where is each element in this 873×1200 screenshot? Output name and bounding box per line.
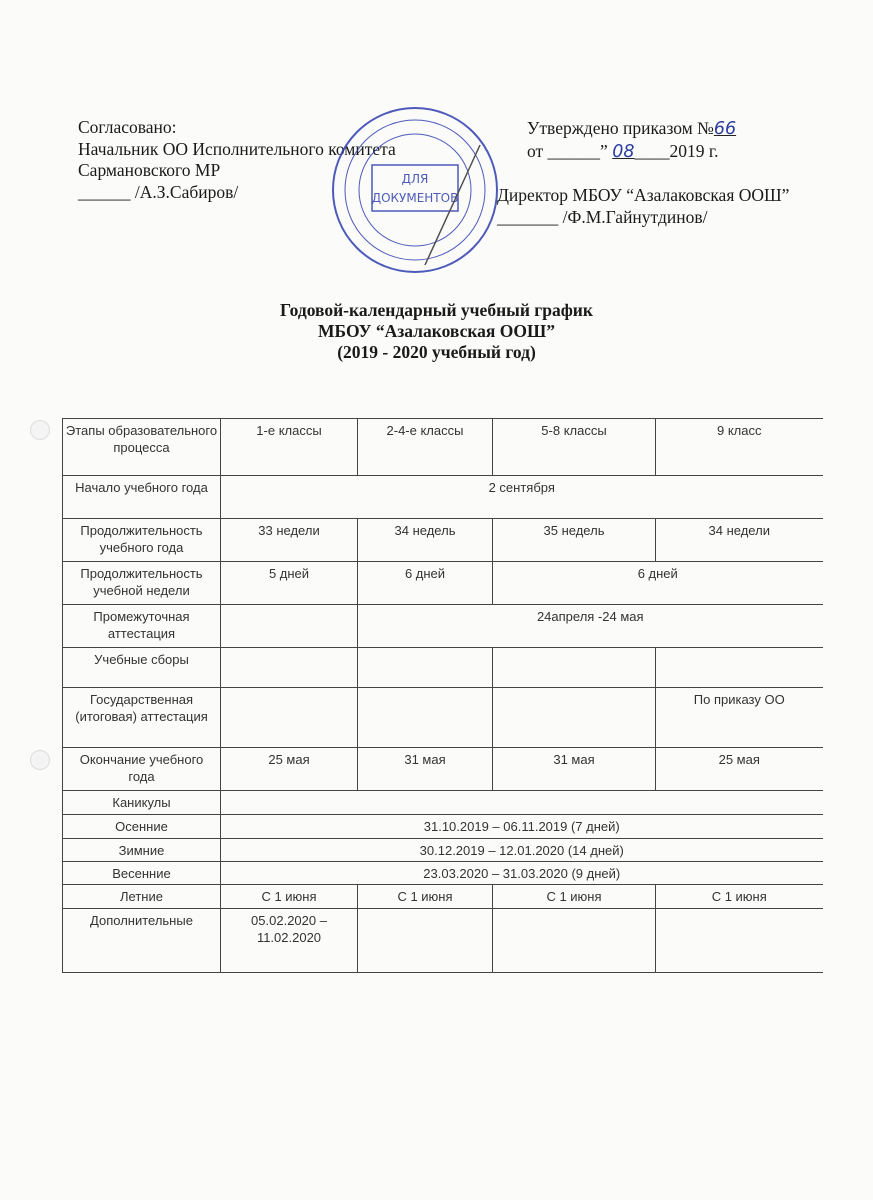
cell <box>221 648 358 688</box>
header-cell: 5-8 классы <box>493 419 656 476</box>
schedule-table <box>62 418 823 973</box>
row-label: Продолжительность учебной недели <box>63 562 221 605</box>
cell: 5 дней <box>221 562 358 605</box>
cell: С 1 июня <box>221 885 358 909</box>
title-line-3: (2019 - 2020 учебный год) <box>337 342 536 362</box>
row-label: Промежуточная аттестация <box>63 605 221 648</box>
title-line-1: Годовой-календарный учебный график <box>280 300 593 320</box>
order-number: 66 <box>713 119 737 139</box>
row-label: Дополнительные <box>63 909 221 973</box>
quote-mark: ” <box>600 140 608 161</box>
cell <box>358 909 493 973</box>
table-row <box>63 909 823 973</box>
day-blank: ______ <box>547 140 601 161</box>
cell: 05.02.2020 – 11.02.2020 <box>221 909 358 973</box>
page-title <box>0 300 873 363</box>
cell <box>493 688 656 748</box>
cell: 31 мая <box>358 748 493 791</box>
table-row <box>63 748 823 791</box>
order-year: 2019 г. <box>669 140 719 161</box>
cell: 33 недели <box>221 519 358 562</box>
cell: С 1 июня <box>656 885 823 909</box>
cell: 23.03.2020 – 31.03.2020 (9 дней) <box>221 862 823 885</box>
cell <box>493 909 656 973</box>
table-row <box>63 605 823 648</box>
cell: 31 мая <box>493 748 656 791</box>
row-label: Окончание учебного года <box>63 748 221 791</box>
cell <box>358 688 493 748</box>
director-signature: _______ /Ф.М.Гайнутдинов/ <box>497 206 708 227</box>
cell <box>656 648 823 688</box>
approval-region: Сармановского МР <box>78 160 221 180</box>
row-label: Зимние <box>63 839 221 862</box>
table-row <box>63 519 823 562</box>
stamp-text-2: ДОКУМЕНТОВ <box>371 191 459 205</box>
header-cell: 9 класс <box>656 419 823 476</box>
cell: 25 мая <box>656 748 823 791</box>
table-header-row <box>63 419 823 476</box>
from-label: от <box>527 140 544 161</box>
header-cell: Этапы образовательного процесса <box>63 419 221 476</box>
order-label: Утверждено приказом № <box>527 118 714 138</box>
cell: 31.10.2019 – 06.11.2019 (7 дней) <box>221 815 823 839</box>
table-row <box>63 562 823 605</box>
row-label: Осенние <box>63 815 221 839</box>
cell: 34 недели <box>656 519 823 562</box>
official-stamp <box>330 105 500 275</box>
approval-signature: ______ /А.З.Сабиров/ <box>78 181 239 202</box>
table-row <box>63 791 823 815</box>
cell: 35 недель <box>493 519 656 562</box>
cell: С 1 июня <box>358 885 493 909</box>
table-row <box>63 862 823 885</box>
cell <box>221 605 358 648</box>
cell <box>656 909 823 973</box>
table-row <box>63 648 823 688</box>
table-row <box>63 815 823 839</box>
table-row <box>63 885 823 909</box>
cell <box>493 648 656 688</box>
signature-stroke <box>425 145 480 265</box>
cell <box>358 648 493 688</box>
row-label: Весенние <box>63 862 221 885</box>
header-cell: 1-е классы <box>221 419 358 476</box>
confirmation-block: Утверждено приказом №66 от ______” 08____2019 г. Директор МБОУ “Азалаковская ООШ” _______ /Ф.М.Гайнутдинов/ <box>497 118 790 227</box>
cell <box>221 688 358 748</box>
row-label: Государственная (итоговая) аттестация <box>63 688 221 748</box>
row-label: Начало учебного года <box>63 476 221 519</box>
cell <box>221 791 823 815</box>
cell: 34 недель <box>358 519 493 562</box>
order-month: 08 <box>612 141 635 162</box>
punch-hole <box>30 420 50 440</box>
director-title: Директор МБОУ “Азалаковская ООШ” <box>497 185 790 205</box>
stamp-text-1: ДЛЯ <box>401 172 429 186</box>
cell: 6 дней <box>493 562 823 605</box>
approval-label: Согласовано: <box>78 117 177 137</box>
cell: 25 мая <box>221 748 358 791</box>
cell: 24апреля -24 мая <box>358 605 823 648</box>
table-row <box>63 839 823 862</box>
row-label: Продолжительность учебного года <box>63 519 221 562</box>
cell: 6 дней <box>358 562 493 605</box>
cell: 2 сентября <box>221 476 823 519</box>
row-label: Летние <box>63 885 221 909</box>
approval-position: Начальник ОО Исполнительного комитета <box>78 138 396 159</box>
title-line-2: МБОУ “Азалаковская ООШ” <box>318 321 555 341</box>
table-row <box>63 476 823 519</box>
punch-hole <box>30 750 50 770</box>
row-label: Учебные сборы <box>63 648 221 688</box>
cell: 30.12.2019 – 12.01.2020 (14 дней) <box>221 839 823 862</box>
table-row <box>63 688 823 748</box>
cell: С 1 июня <box>493 885 656 909</box>
row-label: Каникулы <box>63 791 221 815</box>
cell: По приказу ОО <box>656 688 823 748</box>
header-cell: 2-4-е классы <box>358 419 493 476</box>
